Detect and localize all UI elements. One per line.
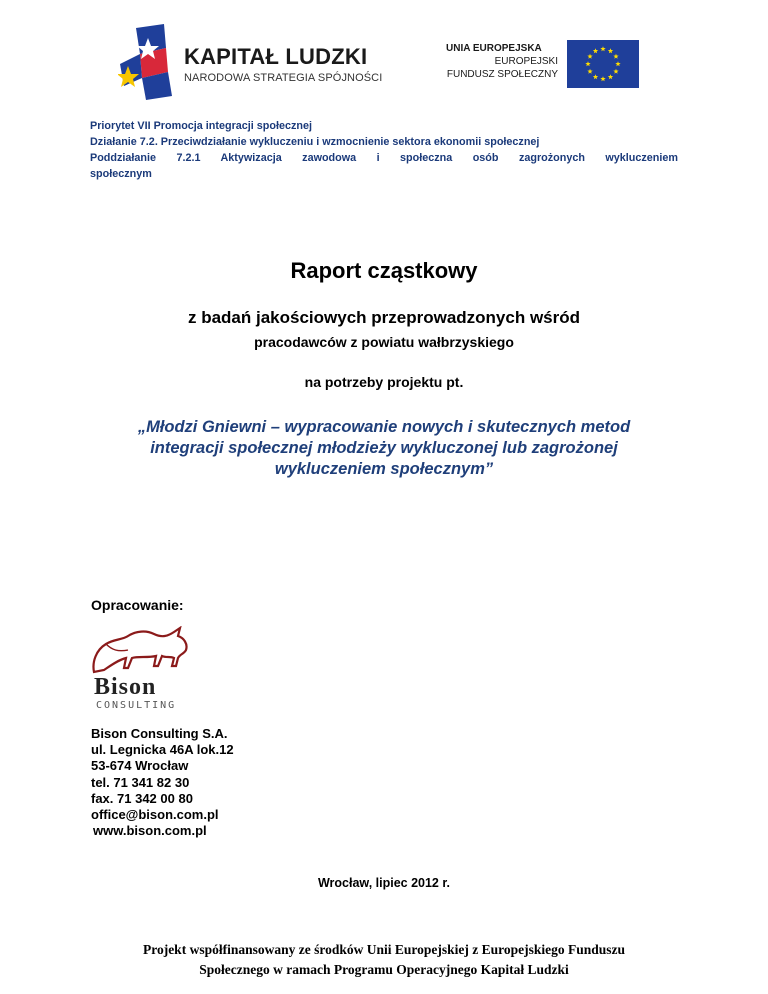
bison-consulting-logo — [88, 626, 198, 712]
street-address: ul. Legnicka 46A lok.12 — [91, 742, 234, 758]
report-subtitle-3: na potrzeby projektu pt. — [304, 374, 464, 390]
report-subtitle-2: pracodawców z powiatu wałbrzyskiego — [254, 334, 514, 350]
phone-number: tel. 71 341 82 30 — [91, 774, 190, 790]
submeasure-line: Poddziałanie 7.2.1 Aktywizacja zawodowa i społeczna osób zagrożonych wykluczeniem — [90, 152, 678, 164]
bison-logo-word: Bison — [94, 674, 157, 700]
contact-address — [91, 726, 234, 839]
kapital-ludzki-subtitle: NARODOWA STRATEGIA SPÓJNOŚCI — [184, 72, 383, 84]
kapital-ludzki-logo — [118, 24, 383, 104]
project-title-line: wykluczeniem społecznym” — [274, 460, 494, 478]
eu-label — [446, 42, 566, 81]
eu-star-icon — [587, 54, 592, 59]
priority-line: Priorytet VII Promocja integracji społecznej — [90, 120, 313, 132]
eu-star-icon — [600, 76, 605, 81]
company-name: Bison Consulting S.A. — [91, 726, 228, 741]
measure-line: Działanie 7.2. Przeciwdziałanie wykluczeniu i wzmocnienie sektora ekonomii społecznej — [90, 136, 540, 148]
email-address: office@bison.com.pl — [91, 807, 219, 823]
eu-star-icon — [587, 69, 592, 74]
prepared-by-label: Opracowanie: — [91, 597, 184, 613]
priority-header — [90, 118, 678, 182]
eu-star-icon — [593, 74, 598, 79]
city-address: 53-674 Wrocław — [91, 758, 189, 774]
eu-label-line2: EUROPEJSKI — [494, 56, 558, 67]
footer-line: Projekt współfinansowany ze środków Unii Europejskiej z Europejskiego Funduszu — [142, 942, 626, 957]
project-title-line: „Młodzi Gniewni – wypracowanie nowych i skutecznych metod — [137, 418, 631, 436]
eu-star-icon — [585, 61, 590, 66]
eu-star-icon — [593, 48, 598, 53]
eu-star-icon — [608, 74, 613, 79]
submeasure-line-cont: społecznym — [90, 168, 152, 180]
eu-flag-icon — [567, 40, 639, 88]
project-title-line: integracji społecznej młodzieży wykluczonej lub zagrożonej — [150, 439, 618, 457]
bison-icon — [88, 626, 198, 678]
eu-star-icon — [613, 54, 618, 59]
footer-line: Społecznego w ramach Programu Operacyjnego Kapitał Ludzki — [199, 962, 569, 977]
kapital-ludzki-title: KAPITAŁ LUDZKI — [184, 44, 368, 69]
website-address: www.bison.com.pl — [93, 823, 207, 839]
eu-star-icon — [600, 46, 605, 51]
eu-label-line3: FUNDUSZ SPOŁECZNY — [446, 69, 558, 80]
eu-star-icon — [613, 69, 618, 74]
report-title: Raport cząstkowy — [290, 258, 478, 283]
place-and-date: Wrocław, lipiec 2012 r. — [317, 876, 450, 890]
eu-stars-icon — [567, 40, 639, 88]
report-subtitle: z badań jakościowych przeprowadzonych wśród — [187, 308, 581, 327]
fax-number: fax. 71 342 00 80 — [91, 790, 193, 806]
bison-logo-sub: CONSULTING — [96, 700, 177, 711]
eu-label-line1: UNIA EUROPEJSKA — [446, 43, 542, 54]
eu-star-icon — [615, 61, 620, 66]
eu-star-icon — [608, 48, 613, 53]
kapital-ludzki-emblem-icon — [118, 24, 180, 102]
cofinancing-footer — [0, 940, 768, 980]
project-title — [90, 417, 678, 480]
